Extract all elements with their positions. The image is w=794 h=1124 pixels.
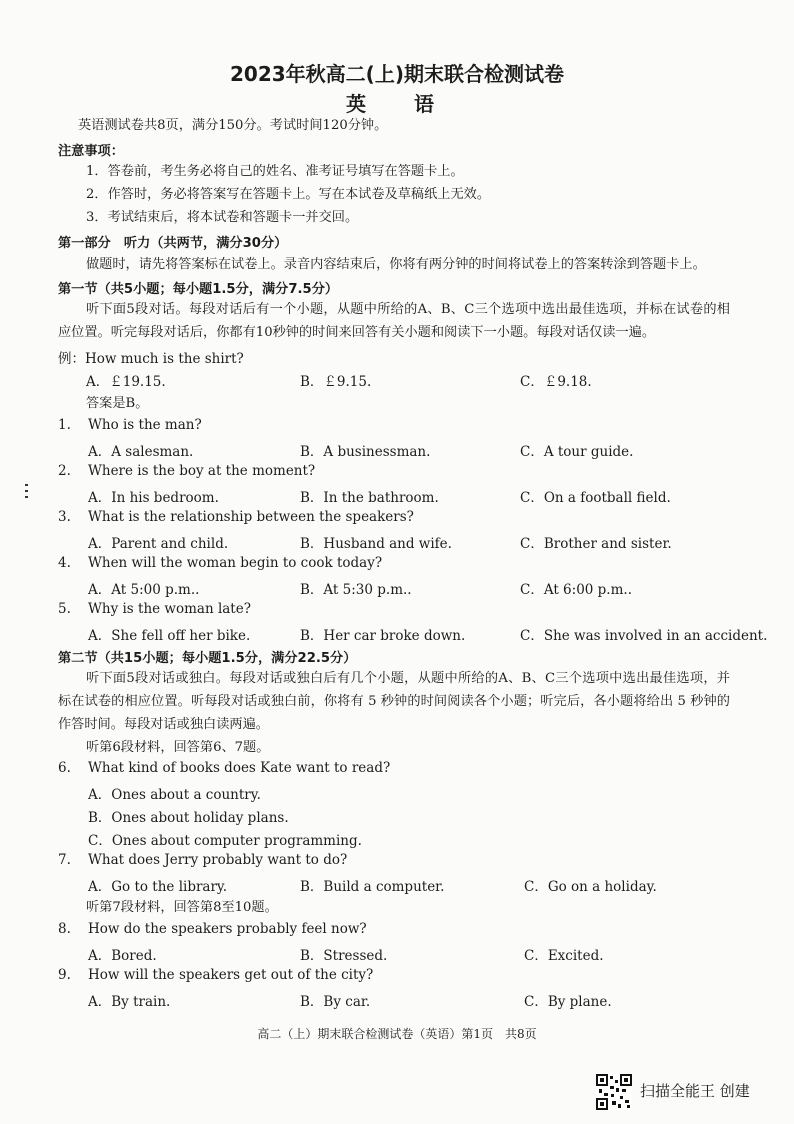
- option-b: B．Build a computer.: [300, 879, 445, 895]
- question-number: 6.: [58, 760, 71, 776]
- notice-heading: 注意事项：: [58, 144, 124, 159]
- option-a: A．By train.: [88, 994, 171, 1010]
- question-stem: Where is the boy at the moment?: [88, 463, 316, 479]
- notice-item: 3．考试结束后，将本试卷和答题卡一并交回。: [86, 210, 359, 225]
- question-stem: When will the woman begin to cook today?: [88, 555, 383, 571]
- section2-instruction: 听下面5段对话或独白。每段对话或独白后有几个小题，从题中所给的A、B、C三个选项中选出最佳选项，并标在试卷的相应位置。听每段对话或独白前，你将有 5 秒钟的时间阅读各个小题；听完后，各小题将给出 5 秒钟的作答时间。每段对话或独白读两遍。: [58, 671, 730, 732]
- page-footer: 高二（上）期末联合检测试卷（英语）第1页 共8页: [257, 1027, 537, 1041]
- option-c: C．By plane.: [524, 994, 612, 1010]
- question-stem: Who is the man?: [88, 417, 202, 433]
- question-number: 5.: [58, 601, 71, 617]
- option-b: B．Husband and wife.: [300, 536, 452, 552]
- option-a: A．￡19.15.: [86, 374, 166, 390]
- option-c: C．At 6:00 p.m..: [520, 582, 632, 598]
- section2-heading: 第二节（共15小题；每小题1.5分，满分22.5分）: [58, 651, 357, 666]
- question-number: 1.: [58, 417, 71, 433]
- question-number: 7.: [58, 852, 71, 868]
- option-b: B．A businessman.: [300, 444, 431, 460]
- option-c: C．Excited.: [524, 948, 604, 964]
- option-b: B．￡9.15.: [300, 374, 372, 390]
- question-number: 9.: [58, 967, 71, 983]
- subject-title: 英 语: [346, 92, 448, 116]
- question-number: 2.: [58, 463, 71, 479]
- notice-item: 1．答卷前，考生务必将自己的姓名、准考证号填写在答题卡上。: [86, 164, 464, 179]
- material-note: 听第6段材料，回答第6、7题。: [86, 740, 270, 755]
- option-c: C．Brother and sister.: [520, 536, 672, 552]
- intro-text: 英语测试卷共8页，满分150分。考试时间120分钟。: [78, 118, 388, 133]
- example-answer: 答案是B。: [86, 396, 149, 411]
- option-a: A．Ones about a country.: [88, 787, 261, 803]
- option-c: C．￡9.18.: [520, 374, 592, 390]
- qr-code-icon: [596, 1074, 632, 1110]
- question-stem: How do the speakers probably feel now?: [88, 921, 367, 937]
- binding-margin-marks: [25, 484, 31, 500]
- option-a: A．She fell off her bike.: [88, 628, 251, 644]
- notice-item: 2．作答时，务必将答案写在答题卡上。写在本试卷及草稿纸上无效。: [86, 187, 491, 202]
- section1-instruction: 听下面5段对话。每段对话后有一个小题，从题中所给的A、B、C三个选项中选出最佳选项，并标在试卷的相应位置。听完每段对话后，你都有10秒钟的时间来回答有关小题和阅读下一小题。每段对话仅读一遍。: [58, 302, 730, 340]
- option-a: A．In his bedroom.: [88, 490, 219, 506]
- question-number: 3.: [58, 509, 71, 525]
- option-b: B．In the bathroom.: [300, 490, 439, 506]
- option-b: B．Ones about holiday plans.: [88, 810, 289, 826]
- question-stem: What does Jerry probably want to do?: [88, 852, 348, 868]
- option-b: B．Her car broke down.: [300, 628, 466, 644]
- option-b: B．Stressed.: [300, 948, 388, 964]
- option-a: A．A salesman.: [88, 444, 194, 460]
- material-note: 听第7段材料，回答第8至10题。: [86, 900, 278, 915]
- question-stem: What kind of books does Kate want to read?: [88, 760, 391, 776]
- part1-instruction: 做题时，请先将答案标在试卷上。录音内容结束后，你将有两分钟的时间将试卷上的答案转涂到答题卡上。: [86, 257, 706, 272]
- option-c: C．She was involved in an accident.: [520, 628, 768, 644]
- option-a: A．Bored.: [88, 948, 157, 964]
- option-c: C．On a football field.: [520, 490, 671, 506]
- example-stem: 例：How much is the shirt?: [58, 351, 244, 367]
- option-b: B．At 5:30 p.m..: [300, 582, 412, 598]
- question-number: 4.: [58, 555, 71, 571]
- question-stem: Why is the woman late?: [88, 601, 251, 617]
- page-title: 2023年秋高二(上)期末联合检测试卷: [230, 62, 564, 86]
- option-c: C．A tour guide.: [520, 444, 634, 460]
- option-b: B．By car.: [300, 994, 371, 1010]
- part1-heading: 第一部分 听力（共两节，满分30分）: [58, 236, 288, 251]
- option-a: A．At 5:00 p.m..: [88, 582, 200, 598]
- option-c: C．Ones about computer programming.: [88, 833, 362, 849]
- option-a: A．Go to the library.: [88, 879, 228, 895]
- option-a: A．Parent and child.: [88, 536, 229, 552]
- section1-heading: 第一节（共5小题；每小题1.5分，满分7.5分）: [58, 282, 339, 297]
- question-number: 8.: [58, 921, 71, 937]
- option-c: C．Go on a holiday.: [524, 879, 657, 895]
- scanner-watermark: 扫描全能王 创建: [640, 1082, 750, 1100]
- question-stem: How will the speakers get out of the city?: [88, 967, 374, 983]
- question-stem: What is the relationship between the speakers?: [88, 509, 414, 525]
